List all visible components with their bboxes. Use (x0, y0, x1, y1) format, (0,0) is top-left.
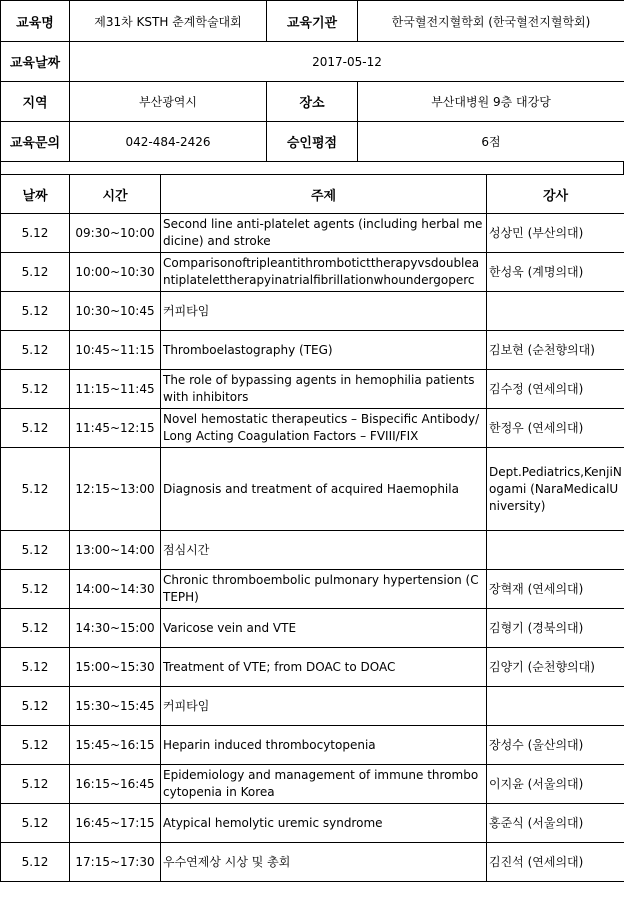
session-topic: Novel hemostatic therapeutics – Bispecific Antibody/Long Acting Coagulation Factors – FVIII/FIX (161, 409, 487, 448)
session-lecturer: 김형기 (경북의대) (487, 609, 624, 648)
table-row (1, 370, 624, 409)
table-row (1, 726, 624, 765)
session-lecturer: Dept.Pediatrics,KenjiNogami (NaraMedicalUniversity) (487, 448, 624, 531)
date-label: 교육날짜 (1, 42, 70, 82)
table-row (1, 570, 624, 609)
institution: 한국혈전지혈학회 (한국혈전지혈학회) (358, 1, 624, 42)
session-lecturer: 김보현 (순천향의대) (487, 331, 624, 370)
course-info-table (0, 0, 624, 162)
session-date: 5.12 (1, 726, 70, 765)
session-time: 10:30~10:45 (70, 292, 161, 331)
session-topic: Varicose vein and VTE (161, 609, 487, 648)
session-topic: Heparin induced thrombocytopenia (161, 726, 487, 765)
info-row-location (1, 82, 624, 122)
table-row (1, 843, 624, 882)
schedule-header-row (1, 175, 624, 214)
table-row (1, 409, 624, 448)
session-time: 16:15~16:45 (70, 765, 161, 804)
session-lecturer: 김양기 (순천향의대) (487, 648, 624, 687)
session-time: 13:00~14:00 (70, 531, 161, 570)
session-time: 17:15~17:30 (70, 843, 161, 882)
session-topic: Thromboelastography (TEG) (161, 331, 487, 370)
header-date: 날짜 (1, 175, 70, 214)
venue-label: 장소 (267, 82, 358, 122)
session-time: 16:45~17:15 (70, 804, 161, 843)
session-topic: 점심시간 (161, 531, 487, 570)
course-name-label: 교육명 (1, 1, 70, 42)
session-topic: Chronic thromboembolic pulmonary hypertension (CTEPH) (161, 570, 487, 609)
schedule-table (0, 174, 624, 882)
session-lecturer: 홍준식 (서울의대) (487, 804, 624, 843)
session-lecturer: 장성수 (울산의대) (487, 726, 624, 765)
contact-label: 교육문의 (1, 122, 70, 162)
session-date: 5.12 (1, 648, 70, 687)
session-topic: Second line anti-platelet agents (including herbal medicine) and stroke (161, 214, 487, 253)
session-topic: 커피타임 (161, 687, 487, 726)
session-topic: 우수연제상 시상 및 총회 (161, 843, 487, 882)
session-date: 5.12 (1, 292, 70, 331)
session-lecturer (487, 531, 624, 570)
session-time: 11:15~11:45 (70, 370, 161, 409)
table-row (1, 609, 624, 648)
session-date: 5.12 (1, 531, 70, 570)
session-time: 15:30~15:45 (70, 687, 161, 726)
course-name: 제31차 KSTH 춘계학술대회 (70, 1, 267, 42)
session-topic: The role of bypassing agents in hemophilia patients with inhibitors (161, 370, 487, 409)
session-topic: Atypical hemolytic uremic syndrome (161, 804, 487, 843)
session-lecturer: 김수정 (연세의대) (487, 370, 624, 409)
session-date: 5.12 (1, 570, 70, 609)
session-date: 5.12 (1, 331, 70, 370)
region: 부산광역시 (70, 82, 267, 122)
institution-label: 교육기관 (267, 1, 358, 42)
session-time: 15:45~16:15 (70, 726, 161, 765)
table-row (1, 253, 624, 292)
session-time: 14:30~15:00 (70, 609, 161, 648)
session-lecturer: 장혁재 (연세의대) (487, 570, 624, 609)
session-topic: Treatment of VTE; from DOAC to DOAC (161, 648, 487, 687)
session-date: 5.12 (1, 370, 70, 409)
session-lecturer: 이지윤 (서울의대) (487, 765, 624, 804)
info-row-contact (1, 122, 624, 162)
table-row (1, 765, 624, 804)
session-time: 09:30~10:00 (70, 214, 161, 253)
contact-phone: 042-484-2426 (70, 122, 267, 162)
table-row (1, 292, 624, 331)
session-lecturer (487, 292, 624, 331)
info-row-date (1, 42, 624, 82)
session-lecturer (487, 687, 624, 726)
session-time: 14:00~14:30 (70, 570, 161, 609)
course-date: 2017-05-12 (70, 42, 624, 82)
header-time: 시간 (70, 175, 161, 214)
session-time: 11:45~12:15 (70, 409, 161, 448)
session-time: 10:00~10:30 (70, 253, 161, 292)
session-date: 5.12 (1, 448, 70, 531)
session-date: 5.12 (1, 765, 70, 804)
session-date: 5.12 (1, 687, 70, 726)
session-lecturer: 한성욱 (계명의대) (487, 253, 624, 292)
session-date: 5.12 (1, 843, 70, 882)
session-lecturer: 김진석 (연세의대) (487, 843, 624, 882)
session-date: 5.12 (1, 804, 70, 843)
credits: 6점 (358, 122, 624, 162)
header-lecturer: 강사 (487, 175, 624, 214)
table-row (1, 687, 624, 726)
table-row (1, 648, 624, 687)
table-row (1, 804, 624, 843)
session-lecturer: 성상민 (부산의대) (487, 214, 624, 253)
session-date: 5.12 (1, 214, 70, 253)
session-topic: Comparisonoftripleantithromboticttherapyvsdoubleantiplatelettherapyinatrialfibrillationwhoundergoperc (161, 253, 487, 292)
venue: 부산대병원 9층 대강당 (358, 82, 624, 122)
header-topic: 주제 (161, 175, 487, 214)
region-label: 지역 (1, 82, 70, 122)
schedule-body (1, 214, 624, 882)
session-time: 12:15~13:00 (70, 448, 161, 531)
info-row-course (1, 1, 624, 42)
session-topic: Epidemiology and management of immune thrombocytopenia in Korea (161, 765, 487, 804)
session-lecturer: 한정우 (연세의대) (487, 409, 624, 448)
session-time: 10:45~11:15 (70, 331, 161, 370)
session-date: 5.12 (1, 609, 70, 648)
table-spacer (0, 161, 624, 174)
session-time: 15:00~15:30 (70, 648, 161, 687)
session-date: 5.12 (1, 253, 70, 292)
table-row (1, 448, 624, 531)
session-date: 5.12 (1, 409, 70, 448)
table-row (1, 531, 624, 570)
session-topic: Diagnosis and treatment of acquired Haemophila (161, 448, 487, 531)
table-row (1, 214, 624, 253)
table-row (1, 331, 624, 370)
session-topic: 커피타임 (161, 292, 487, 331)
credits-label: 승인평점 (267, 122, 358, 162)
